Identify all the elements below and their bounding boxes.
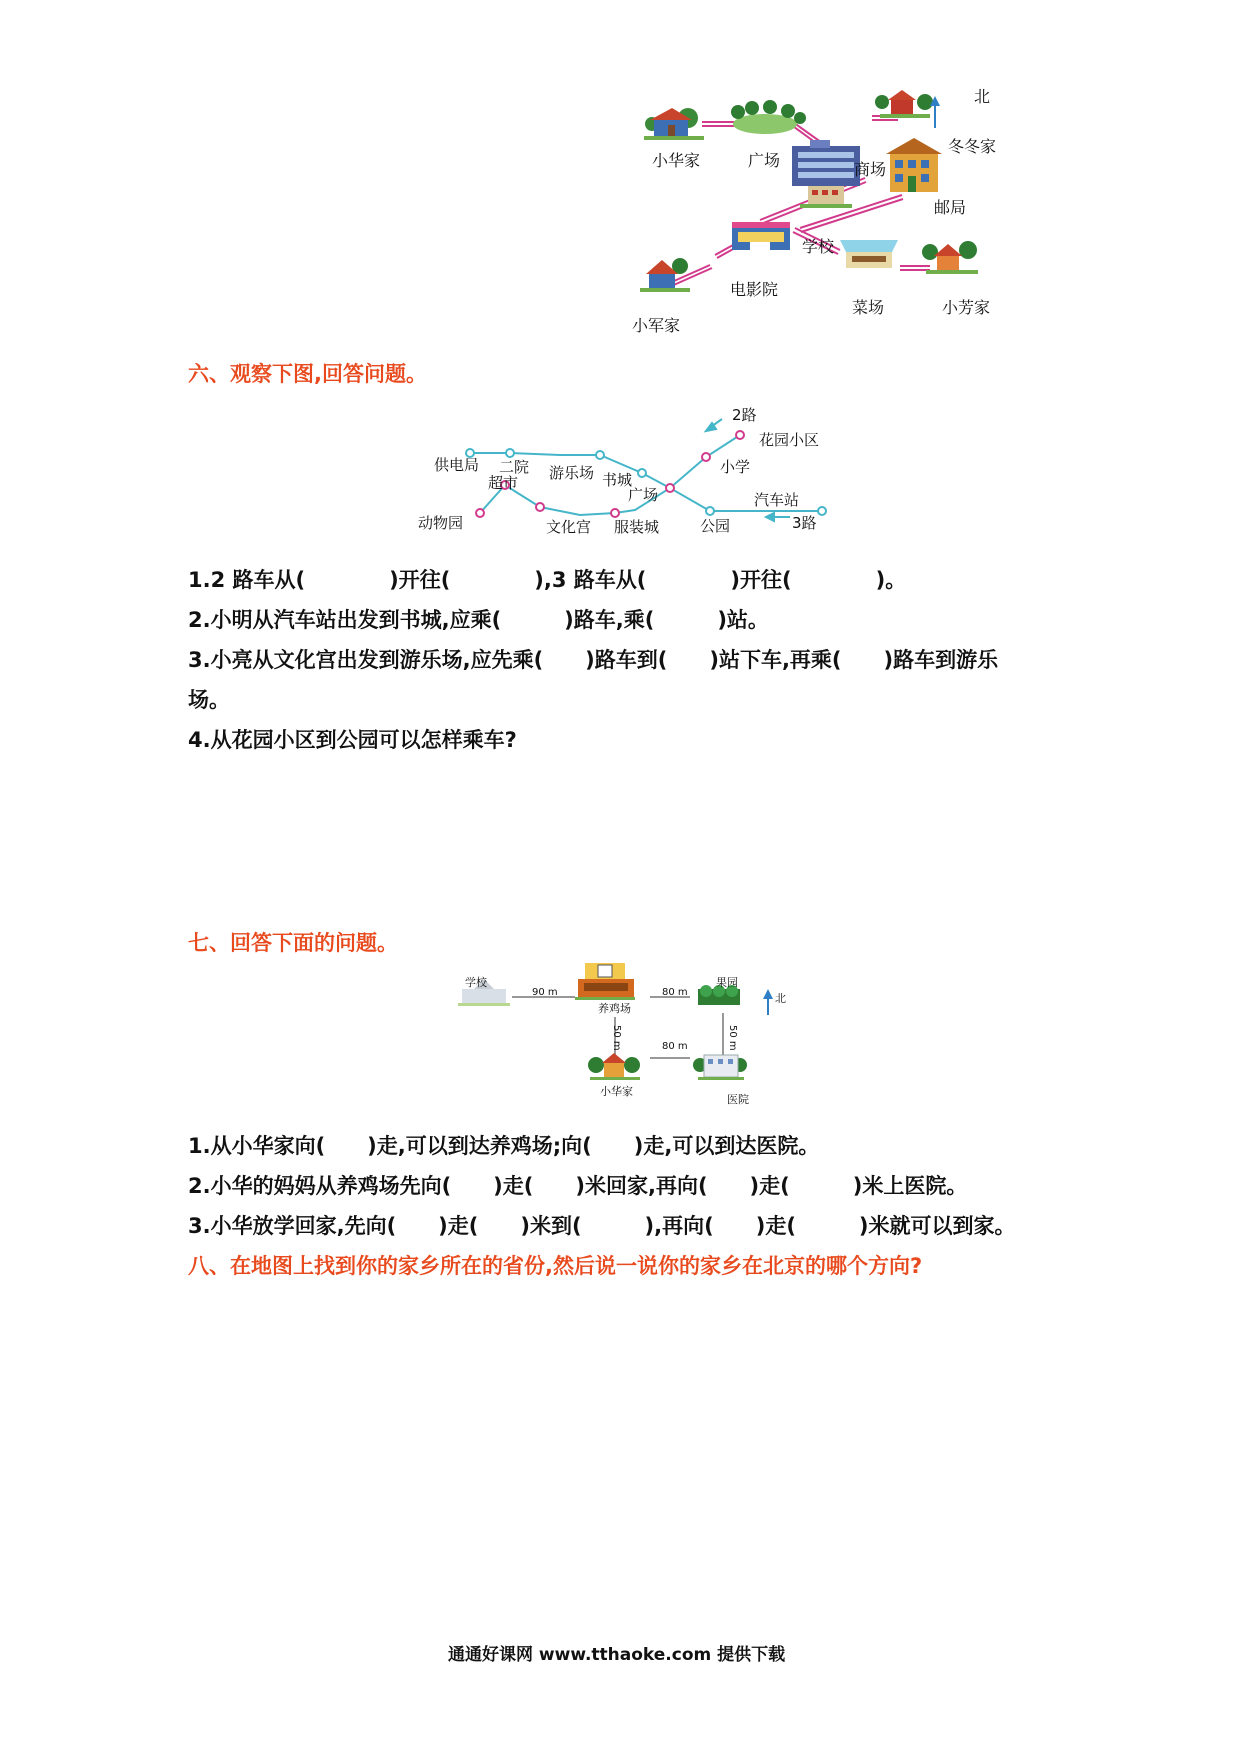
s7-question-1: 1.从小华家向( )走,可以到达养鸡场;向( )走,可以到达医院。 <box>188 1134 820 1158</box>
label-hospital: 医院 <box>727 1093 749 1106</box>
stop-dongwuyuan <box>476 509 484 517</box>
place-square: 广场 <box>748 151 781 170</box>
label-d5: 50 m <box>727 1025 738 1051</box>
stop-gongdian-label: 供电局 <box>434 456 480 474</box>
label-north: 北 <box>775 992 786 1005</box>
stop-dongwuyuan-label: 动物园 <box>418 514 464 532</box>
label-home: 小华家 <box>600 1085 633 1098</box>
stop-huayuan-label: 花园小区 <box>759 431 820 449</box>
hospital-building <box>693 1055 747 1080</box>
xiaohua-home-building <box>588 1053 640 1080</box>
stop-guangchang <box>666 484 674 492</box>
stop-wenhuagong-label: 文化宫 <box>546 518 592 536</box>
s6-question-3: 3.小亮从文化宫出发到游乐场,应先乘( )路车到( )站下车,再乘( )路车到游乐 <box>188 648 999 672</box>
s6-question-2: 2.小明从汽车站出发到书城,应乘( )路车,乘( )站。 <box>188 608 769 632</box>
place-mall: 商场 <box>854 160 887 179</box>
stop-qichezhan-label: 汽车站 <box>754 491 800 509</box>
place-cinema: 电影院 <box>730 280 779 299</box>
xiaofang-home-picture <box>922 241 978 274</box>
place-market: 菜场 <box>852 298 885 317</box>
stop-wenhuagong <box>536 503 544 511</box>
place-xiaofang: 小芳家 <box>942 298 991 317</box>
section8-heading: 八、在地图上找到你的家乡所在的省份,然后说一说你的家乡在北京的哪个方向? <box>188 1254 923 1278</box>
mall-picture <box>792 140 860 186</box>
s6-question-1: 1.2 路车从( )开往( ),3 路车从( )开往( )。 <box>188 568 907 592</box>
xiaojun-home-picture <box>640 258 690 292</box>
chicken-farm-building <box>575 963 635 1000</box>
school-picture <box>800 186 852 208</box>
stop-gongyuan-label: 公园 <box>700 517 731 535</box>
section6-heading: 六、观察下图,回答问题。 <box>188 362 427 386</box>
stop-qichezhan <box>818 507 826 515</box>
stop-huayuan <box>736 431 744 439</box>
stop-shucheng <box>638 469 646 477</box>
s6-question-4: 4.从花园小区到公园可以怎样乘车? <box>188 728 517 752</box>
route3-label: 3路 <box>792 514 817 532</box>
place-dongdong: 冬冬家 <box>948 137 997 156</box>
post-office-picture <box>886 138 942 192</box>
place-xiaojun: 小军家 <box>632 316 681 335</box>
footer-credit: 通通好课网 www.tthaoke.com 提供下载 <box>448 1645 786 1665</box>
place-school: 学校 <box>802 237 835 256</box>
label-d3: 80 m <box>662 1041 688 1052</box>
s6-question-3-cont: 场。 <box>188 688 230 712</box>
route2-label: 2路 <box>732 406 757 424</box>
stop-chaoshi-label: 超市 <box>488 474 519 492</box>
xiaohua-home-picture <box>644 108 704 140</box>
stop-fuzhuangcheng-label: 服装城 <box>614 518 660 536</box>
place-xiaohua: 小华家 <box>652 151 701 170</box>
stop-youlechang <box>596 451 604 459</box>
stop-eryuan-label: 二院 <box>499 458 530 476</box>
stop-xiaoxue <box>702 453 710 461</box>
cinema-picture <box>732 222 790 250</box>
stop-youlechang-label: 游乐场 <box>549 464 595 482</box>
label-d2: 80 m <box>662 987 688 998</box>
stop-xiaoxue-label: 小学 <box>720 458 751 476</box>
place-post: 邮局 <box>934 198 967 217</box>
market-picture <box>840 240 898 268</box>
section7-heading: 七、回答下面的问题。 <box>188 931 398 955</box>
map-north-arrow <box>763 989 773 1015</box>
stop-gongyuan <box>706 507 714 515</box>
label-farm: 养鸡场 <box>598 1002 631 1015</box>
north-label: 北 <box>974 87 991 106</box>
stop-shucheng-label: 书城 <box>602 471 633 489</box>
square-picture <box>731 100 806 134</box>
label-d1: 90 m <box>532 987 558 998</box>
label-orchard: 果园 <box>716 976 738 989</box>
label-school: 学校 <box>465 976 487 989</box>
label-d4: 50 m <box>611 1025 622 1051</box>
s7-question-3: 3.小华放学回家,先向( )走( )米到( ),再向( )走( )米就可以到家。 <box>188 1214 1016 1238</box>
stop-guangchang-label: 广场 <box>628 486 659 504</box>
dongdong-home-picture <box>875 90 933 118</box>
s7-question-2: 2.小华的妈妈从养鸡场先向( )走( )米回家,再向( )走( )米上医院。 <box>188 1174 968 1198</box>
